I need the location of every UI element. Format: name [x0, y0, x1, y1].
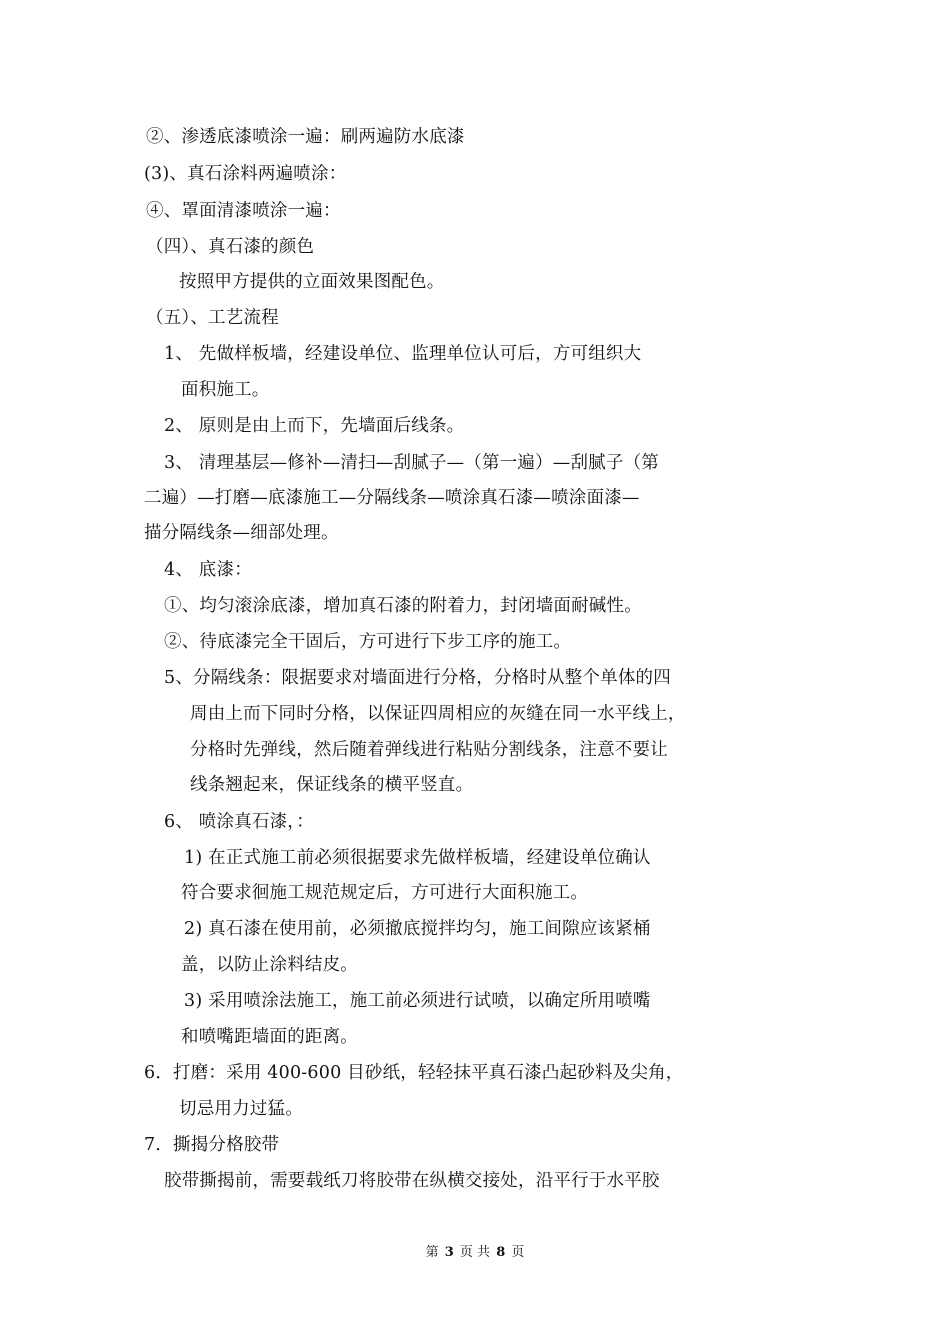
text-line: 切忌用力过猛。: [179, 1099, 303, 1119]
section-heading: （四）、真石漆的颜色: [146, 237, 315, 257]
text-line: 面积施工。: [181, 380, 270, 400]
list-item: ①、均匀滚涂底漆，增加真石漆的附着力，封闭墙面耐碱性。: [164, 596, 642, 616]
current-page-number: 3: [444, 1245, 454, 1260]
list-item: 6、 喷涂真石漆，：: [164, 812, 314, 832]
list-item: 3、 清理基层—修补—清扫—刮腻子—（第一遍）—刮腻子（第: [164, 453, 659, 473]
text-line: 分格时先弹线，然后随着弹线进行粘贴分割线条，注意不要让: [190, 740, 668, 760]
list-item: 3) 采用喷涂法施工，施工前必须进行试喷，以确定所用喷嘴: [184, 991, 651, 1011]
text-line: ②、渗透底漆喷涂一遍：刷两遍防水底漆: [146, 127, 465, 147]
footer-middle: 页 共: [459, 1245, 491, 1260]
list-item: 2、 原则是由上而下，先墙面后线条。: [164, 416, 465, 436]
list-item: 6．打磨：采用 400-600 目砂纸，轻轻抹平真石漆凸起砂料及尖角，: [144, 1063, 684, 1083]
text-line: 周由上而下同时分格，以保证四周相应的灰缝在同一水平线上，: [190, 704, 686, 724]
text-line: 线条翘起来，保证线条的横平竖直。: [190, 775, 474, 795]
text-line: 按照甲方提供的立面效果图配色。: [179, 272, 445, 292]
text-line: ④、罩面清漆喷涂一遍：: [146, 201, 341, 221]
list-item: 5、分隔线条：限据要求对墙面进行分格，分格时从整个单体的四: [164, 668, 671, 688]
list-item: ②、待底漆完全干固后，方可进行下步工序的施工。: [164, 632, 572, 652]
text-line: 描分隔线条—细部处理。: [144, 523, 339, 543]
total-page-count: 8: [496, 1245, 506, 1260]
list-item: 1) 在正式施工前必须很据要求先做样板墙，经建设单位确认: [184, 848, 651, 868]
list-item: 2) 真石漆在使用前，必须撤底搅拌均匀，施工间隙应该紧桶: [184, 919, 651, 939]
text-line: (3)、真石涂料两遍喷涂：: [144, 164, 347, 184]
text-line: 胶带撕揭前，需要载纸刀将胶带在纵横交接处，沿平行于水平胶: [164, 1171, 660, 1191]
list-item: 1、 先做样板墙，经建设单位、监理单位认可后，方可组织大: [164, 344, 642, 364]
text-line: 符合要求徊施工规范规定后，方可进行大面积施工。: [181, 883, 589, 903]
text-line: 二遍）—打磨—底漆施工—分隔线条—喷涂真石漆—喷涂面漆—: [144, 488, 640, 508]
footer-prefix: 第: [425, 1245, 439, 1260]
footer-suffix: 页: [511, 1245, 525, 1260]
text-line: 盖，以防止涂料结皮。: [181, 955, 358, 975]
list-item: 4、 底漆：: [164, 560, 252, 580]
section-heading: 7．撕揭分格胶带: [144, 1135, 280, 1155]
page-footer: [0, 1244, 950, 1262]
text-line: 和喷嘴距墙面的距离。: [181, 1027, 358, 1047]
section-heading: （五）、工艺流程: [146, 308, 279, 328]
